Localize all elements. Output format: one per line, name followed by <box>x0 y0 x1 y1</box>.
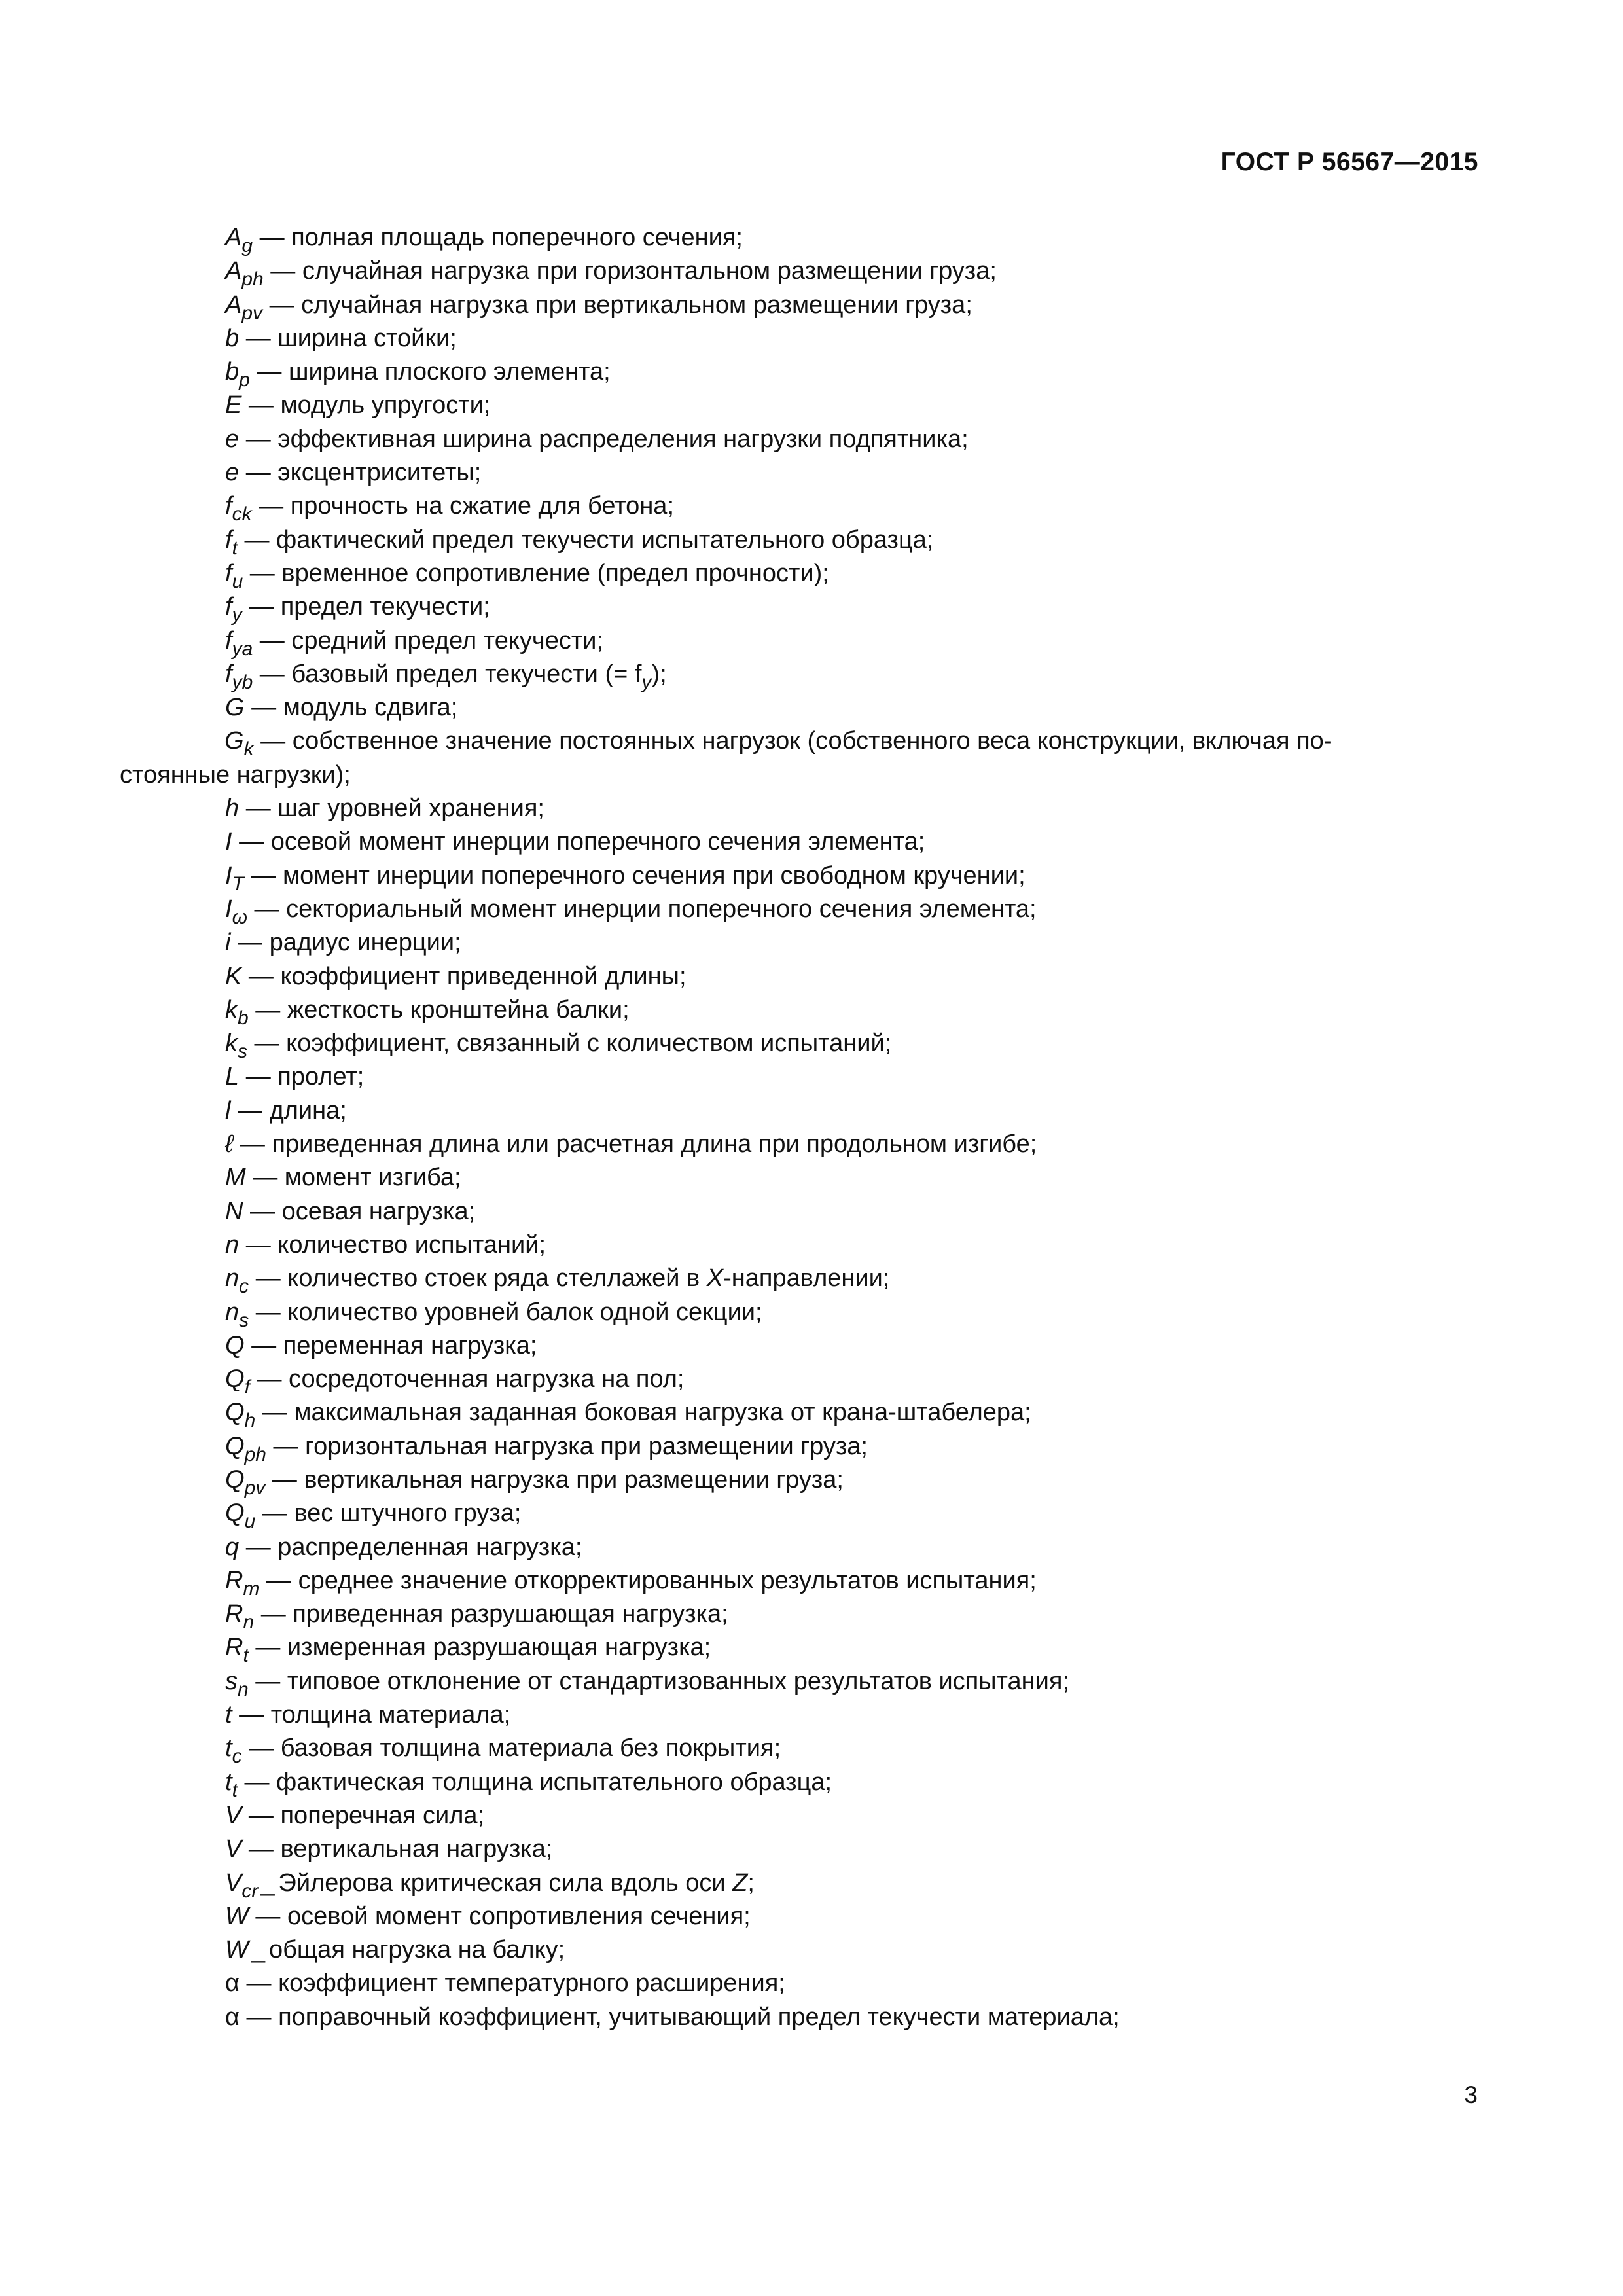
definition-text: вес штучного груза; <box>294 1499 522 1528</box>
dash-separator: — <box>251 492 291 520</box>
symbol-subscript: f <box>244 1376 250 1399</box>
definition-item <box>225 926 1479 960</box>
definition-item <box>225 255 1479 291</box>
symbol: i <box>225 929 231 957</box>
symbol: R <box>225 1634 243 1662</box>
definition-continuation: стоянные нагрузки); <box>120 761 351 789</box>
dash-separator: — <box>266 1432 306 1460</box>
inline-symbol: Z <box>732 1869 748 1897</box>
symbol: f <box>225 593 232 621</box>
definition-item <box>225 221 1479 255</box>
definition-item <box>225 1027 1479 1063</box>
dash-separator: — <box>245 1164 285 1192</box>
symbol: V <box>225 1869 242 1897</box>
definition-item <box>225 1262 1479 1298</box>
symbol-subscript: t <box>232 537 238 559</box>
symbol-subscript: t <box>232 1779 238 1801</box>
definition-text: коэффициент приведенной длины; <box>280 962 687 990</box>
definition-text: приведенная длина или расчетная длина при продольном изгибе; <box>272 1130 1037 1158</box>
symbol-subscript: k <box>243 738 254 761</box>
definition-item <box>225 1363 1479 1399</box>
symbol: K <box>225 962 242 990</box>
definition-text: типовое отклонение от стандартизованных результатов испытания; <box>287 1667 1070 1695</box>
definition-item <box>225 557 1479 590</box>
definition-item <box>225 792 1479 825</box>
definition-text: фактическая толщина испытательного образца; <box>276 1768 832 1796</box>
dash-separator: — <box>249 1298 288 1326</box>
definition-text: момент инерции поперечного сечения при свободном кручении; <box>283 861 1026 889</box>
symbol: n <box>225 1298 240 1326</box>
dash-separator: — <box>239 459 278 487</box>
symbol: E <box>225 391 242 420</box>
definition-text: фактический предел текучести испытательного образца; <box>276 526 934 554</box>
dash-separator: — <box>241 391 281 420</box>
dash-separator: — <box>239 324 278 352</box>
definition-item <box>225 423 1479 456</box>
definition-text: базовый предел текучести (= f <box>291 660 642 688</box>
definition-item <box>225 893 1479 926</box>
symbol: n <box>225 1230 240 1259</box>
dash-separator: — <box>239 1533 278 1561</box>
dash-separator: — <box>253 626 292 655</box>
definition-text: радиус инерции; <box>269 929 461 957</box>
definition-text: прочность на сжатие для бетона; <box>290 492 674 520</box>
definition-text: поправочный коэффициент, учитывающий предел текучести материала; <box>278 2003 1120 2031</box>
dash-separator: — <box>244 694 283 722</box>
symbol: N <box>225 1197 243 1225</box>
dash-separator: — <box>239 2003 279 2031</box>
definition-text: измеренная разрушающая нагрузка; <box>287 1634 711 1662</box>
definition-text: случайная нагрузка при горизонтальном размещении груза; <box>302 257 997 285</box>
dash-separator: — <box>243 1197 282 1225</box>
symbol-subscript: y <box>232 604 242 626</box>
definition-item <box>225 1732 1479 1768</box>
definition-text: модуль сдвига; <box>283 694 458 722</box>
definition-text: распределенная нагрузка; <box>277 1533 582 1561</box>
symbol-subscript: yb <box>232 671 253 693</box>
symbol: f <box>225 660 232 688</box>
definition-text: временное сопротивление (предел прочности); <box>281 559 829 587</box>
definition-item <box>225 825 1479 859</box>
symbol: V <box>225 1801 242 1829</box>
dash-separator: — <box>237 1768 277 1796</box>
symbol-subscript: u <box>232 570 243 592</box>
definition-text: жесткость кронштейна балки; <box>287 996 630 1024</box>
dash-separator: — <box>241 962 281 990</box>
dash-separator: — <box>255 1399 294 1427</box>
symbol-subscript: b <box>238 1007 249 1029</box>
definition-text: горизонтальная нагрузка при размещении груза; <box>305 1432 868 1460</box>
definition-item <box>225 1497 1479 1533</box>
definition-item <box>225 1698 1479 1732</box>
symbol: Q <box>225 1365 245 1393</box>
definition-item <box>225 590 1479 624</box>
dash-separator: — <box>241 593 281 621</box>
definition-text: средний предел текучести; <box>291 626 604 655</box>
definition-text: сосредоточенная нагрузка на пол; <box>289 1365 685 1393</box>
symbol-subscript: ya <box>232 637 253 660</box>
symbol: t <box>225 1768 232 1796</box>
definition-text: случайная нагрузка при вертикальном размещении груза; <box>301 291 972 319</box>
definition-item <box>225 1967 1479 2000</box>
symbol: Q <box>225 1499 245 1528</box>
symbol: Q <box>225 1331 245 1359</box>
symbol: q <box>225 1533 240 1561</box>
symbol: f <box>225 526 232 554</box>
dash-separator: — <box>244 1331 283 1359</box>
symbol: R <box>225 1566 243 1594</box>
symbol: A <box>225 291 242 319</box>
definition-item <box>225 1766 1479 1799</box>
definition-item <box>225 322 1479 355</box>
dash-separator: — <box>239 425 278 453</box>
symbol-subscript: m <box>243 1577 260 1600</box>
dash-separator: — <box>241 1801 281 1829</box>
dash-separator: — <box>253 224 292 251</box>
definition-text: модуль упругости; <box>280 391 491 420</box>
dash-separator: — <box>265 1465 304 1494</box>
definition-item <box>225 1463 1479 1497</box>
definition-text: переменная нагрузка; <box>283 1331 537 1359</box>
dash-separator: _ <box>251 1936 266 1964</box>
symbol-subscript: ω <box>232 906 247 928</box>
definition-text: пролет; <box>277 1063 365 1091</box>
symbol: h <box>225 795 240 823</box>
symbol-subscript: pv <box>244 1477 266 1499</box>
definition-item <box>225 1799 1479 1833</box>
symbol: ℓ <box>225 1130 234 1158</box>
definition-text: предел текучести; <box>280 593 490 621</box>
definition-text: длина; <box>269 1096 347 1124</box>
definition-text: количество испытаний; <box>277 1230 546 1259</box>
symbol: Q <box>225 1465 245 1494</box>
definition-item <box>225 994 1479 1027</box>
definition-text: количество стоек ряда стеллажей в <box>287 1265 707 1293</box>
symbol: R <box>225 1600 243 1628</box>
definition-item <box>225 289 1479 322</box>
definition-text: коэффициент температурного расширения; <box>278 1969 785 1998</box>
symbol: L <box>225 1063 240 1091</box>
symbol: I <box>225 861 232 889</box>
document-header: ГОСТ Р 56567—2015 <box>1221 148 1478 176</box>
dash-separator: — <box>248 1902 287 1930</box>
symbol: s <box>225 1667 238 1695</box>
definition-text: эффективная ширина распределения нагрузки подпятника; <box>277 425 969 453</box>
symbol-subscript: ck <box>232 503 252 526</box>
definition-item <box>225 624 1479 658</box>
dash-separator: — <box>248 1667 287 1695</box>
dash-separator: — <box>241 1734 281 1763</box>
definition-text: эксцентриситеты; <box>277 459 482 487</box>
dash-separator: — <box>249 1265 288 1293</box>
definition-text: Эйлерова критическая сила вдоль оси <box>278 1869 733 1897</box>
symbol-subscript: T <box>232 872 244 895</box>
symbol: t <box>225 1701 232 1729</box>
symbol: f <box>225 492 232 520</box>
symbol: I <box>225 828 232 856</box>
symbol-subscript: pv <box>241 302 263 324</box>
definition-item <box>225 859 1479 893</box>
definition-item <box>225 355 1479 389</box>
dash-separator: — <box>232 828 271 856</box>
definition-text-tail: ; <box>747 1869 755 1897</box>
definition-item <box>225 1094 1479 1128</box>
symbol-subscript: ph <box>241 268 264 291</box>
definition-item <box>225 1833 1479 1866</box>
symbol: M <box>225 1164 246 1192</box>
symbol: b <box>225 324 240 352</box>
dash-separator: — <box>263 257 302 285</box>
dash-separator: — <box>259 1566 298 1594</box>
dash-separator: — <box>248 1634 287 1662</box>
definition-text: коэффициент, связанный с количеством испытаний; <box>286 1030 892 1058</box>
definition-text: вертикальная нагрузка; <box>280 1835 553 1863</box>
dash-separator: — <box>239 1969 279 1998</box>
definition-item <box>225 1161 1479 1194</box>
dash-separator: — <box>232 1701 271 1729</box>
dash-separator: — <box>241 1835 281 1863</box>
definition-text: полная площадь поперечного сечения; <box>291 224 743 251</box>
definition-item <box>225 1195 1479 1229</box>
symbol: f <box>225 626 232 655</box>
symbol-subscript: n <box>243 1611 255 1634</box>
symbol: b <box>225 358 240 386</box>
symbol-subscript: h <box>244 1410 256 1432</box>
dash-separator: — <box>262 291 302 319</box>
symbol: e <box>225 425 240 453</box>
dash-separator: — <box>239 1230 278 1259</box>
definition-item <box>120 725 1479 792</box>
definition-text: осевой момент сопротивления сечения; <box>287 1902 751 1930</box>
definition-item <box>225 1229 1479 1262</box>
symbol: k <box>225 996 238 1024</box>
dash-separator: — <box>233 1130 272 1158</box>
dash-separator: — <box>237 526 277 554</box>
definition-text: ширина стойки; <box>277 324 457 352</box>
symbol-subscript: ph <box>244 1443 266 1465</box>
symbol: α <box>225 1969 240 1998</box>
symbol: A <box>225 257 242 285</box>
symbol-subscript: t <box>243 1645 249 1667</box>
dash-separator: — <box>249 1365 289 1393</box>
definition-item <box>225 2001 1479 2034</box>
definition-item <box>225 490 1479 526</box>
definition-text: поперечная сила; <box>280 1801 485 1829</box>
definition-item <box>225 456 1479 490</box>
symbol: f <box>225 559 232 587</box>
definition-item <box>225 1933 1479 1967</box>
dash-separator: — <box>255 1499 294 1528</box>
definition-text: приведенная разрушающая нагрузка; <box>293 1600 728 1628</box>
dash-separator: — <box>254 1600 293 1628</box>
symbol: A <box>225 224 242 251</box>
symbol-subscript: g <box>241 235 253 257</box>
dash-separator: — <box>253 727 293 755</box>
dash-separator: — <box>249 358 289 386</box>
definition-item <box>225 1900 1479 1933</box>
dash-separator: — <box>243 861 283 889</box>
definition-text: среднее значение откорректированных результатов испытания; <box>298 1566 1037 1594</box>
definition-text: толщина материала; <box>270 1701 511 1729</box>
dash-separator: — <box>247 1030 287 1058</box>
symbol: G <box>224 727 244 755</box>
symbol: W <box>225 1902 249 1930</box>
definition-text: осевая нагрузка; <box>281 1197 476 1225</box>
definition-item <box>225 1329 1479 1363</box>
definition-item <box>225 1396 1479 1432</box>
symbol-subscript: s <box>238 1041 247 1063</box>
dash-separator: — <box>253 660 292 688</box>
symbol: Q <box>225 1432 245 1460</box>
definition-text: момент изгиба; <box>284 1164 461 1192</box>
definition-item <box>225 960 1479 994</box>
definition-text: осевой момент инерции поперечного сечения элемента; <box>270 828 925 856</box>
definition-item <box>225 1598 1479 1634</box>
dash-separator: — <box>239 795 278 823</box>
definition-text: вертикальная нагрузка при размещении груза; <box>304 1465 844 1494</box>
definition-item <box>225 1867 1479 1900</box>
symbol: G <box>225 694 245 722</box>
definition-item <box>225 691 1479 725</box>
symbol-definitions-list <box>120 221 1479 2034</box>
definition-item <box>225 1128 1479 1161</box>
dash-separator: _ <box>260 1869 275 1897</box>
symbol: Q <box>225 1399 245 1427</box>
dash-separator: — <box>247 895 287 923</box>
dash-separator: — <box>230 929 270 957</box>
symbol: W <box>225 1936 249 1964</box>
symbol-subscript: s <box>239 1309 249 1331</box>
definition-text-tail: ); <box>651 660 667 688</box>
symbol-subscript: c <box>232 1746 242 1768</box>
dash-separator: — <box>248 996 287 1024</box>
definition-text: общая нагрузка на балку; <box>269 1936 565 1964</box>
symbol-subscript: cr <box>241 1880 259 1902</box>
symbol: α <box>225 2003 240 2031</box>
definition-item <box>225 524 1479 557</box>
definition-item <box>225 1430 1479 1463</box>
definition-item <box>225 389 1479 422</box>
symbol: V <box>225 1835 242 1863</box>
symbol-subscript: u <box>244 1511 256 1533</box>
definition-item <box>225 1665 1479 1698</box>
definition-item <box>225 1060 1479 1094</box>
symbol-subscript: c <box>239 1276 249 1298</box>
symbol: l <box>225 1096 231 1124</box>
symbol: k <box>225 1030 238 1058</box>
definition-text: максимальная заданная боковая нагрузка от крана-штабелера; <box>294 1399 1031 1427</box>
symbol: I <box>225 895 232 923</box>
definition-text-tail: -направлении; <box>723 1265 890 1293</box>
definition-text: базовая толщина материала без покрытия; <box>280 1734 781 1763</box>
page-number: 3 <box>1464 2081 1478 2108</box>
definition-item <box>225 1296 1479 1329</box>
symbol: n <box>225 1265 240 1293</box>
definition-item <box>225 1531 1479 1564</box>
inline-symbol: X <box>706 1265 724 1293</box>
symbol-subscript: n <box>238 1678 249 1700</box>
definition-text: ширина плоского элемента; <box>288 358 611 386</box>
dash-separator: — <box>230 1096 270 1124</box>
symbol-subscript: p <box>239 369 250 391</box>
definition-text: шаг уровней хранения; <box>277 795 544 823</box>
symbol: t <box>225 1734 232 1763</box>
definition-item <box>225 1631 1479 1667</box>
definition-item <box>225 658 1479 691</box>
definition-text: секториальный момент инерции поперечного сечения элемента; <box>286 895 1037 923</box>
dash-separator: — <box>243 559 282 587</box>
definition-item <box>225 1564 1479 1598</box>
definition-text: количество уровней балок одной секции; <box>287 1298 762 1326</box>
symbol: e <box>225 459 240 487</box>
definition-text: собственное значение постоянных нагрузок (собственного веса конструкции, включая по- <box>292 727 1332 755</box>
dash-separator: — <box>239 1063 278 1091</box>
inline-symbol: y <box>641 671 652 693</box>
